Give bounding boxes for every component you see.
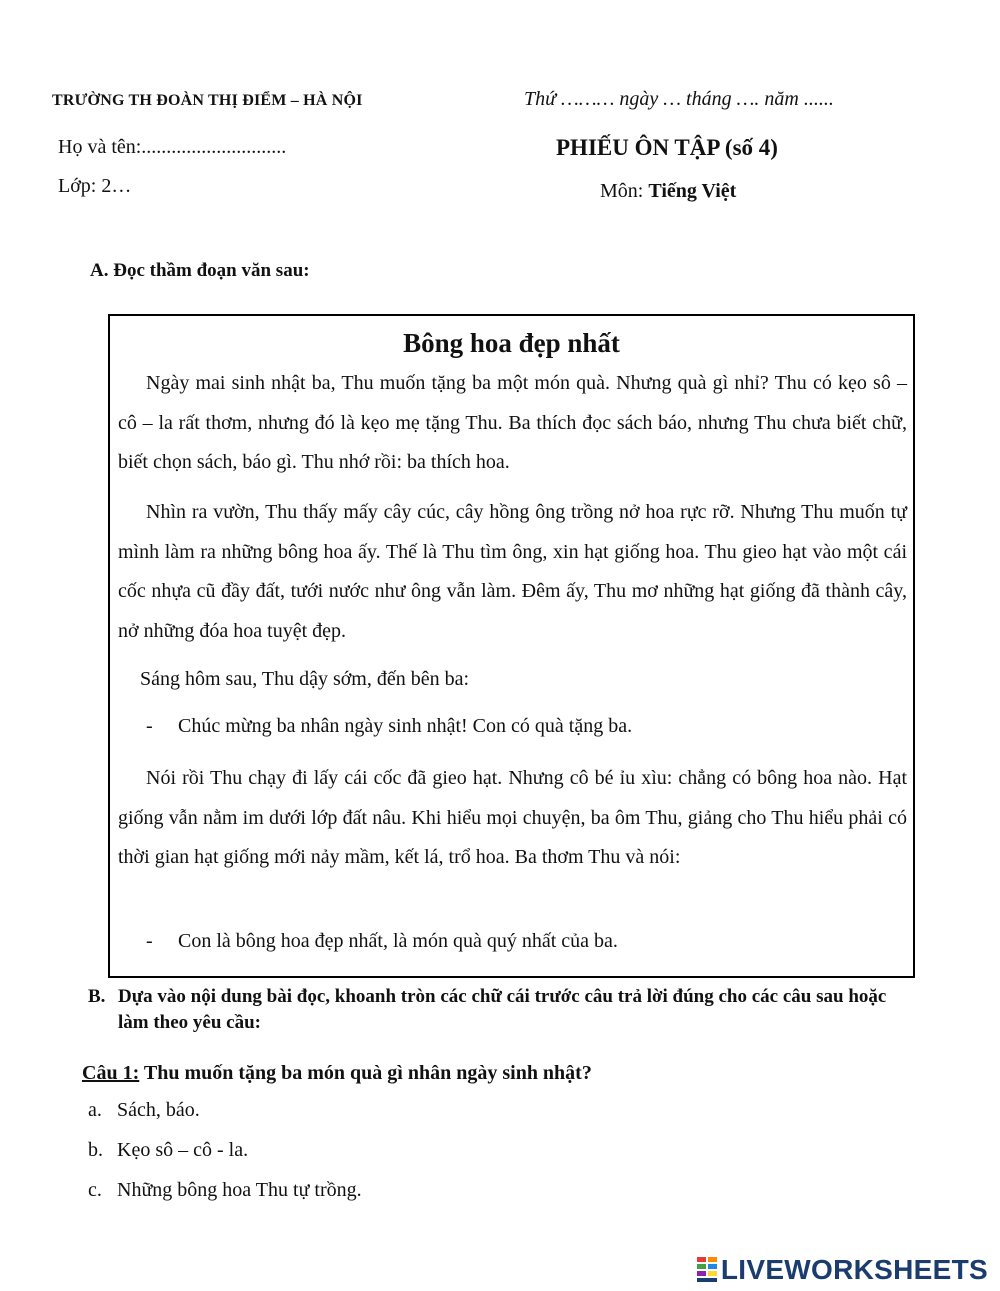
subject-value: Tiếng Việt: [648, 180, 737, 202]
section-b-label: B.: [88, 986, 106, 1007]
class-field: Lớp: 2…: [58, 175, 132, 197]
section-b-instruction: [88, 984, 918, 1036]
option-b[interactable]: [88, 1139, 248, 1162]
section-a-heading: A. Đọc thầm đoạn văn sau:: [90, 260, 310, 281]
dialogue-text-1: Chúc mừng ba nhân ngày sinh nhật! Con có quà tặng ba.: [178, 715, 633, 737]
option-text: Sách, báo.: [117, 1099, 200, 1121]
school-name: TRƯỜNG TH ĐOÀN THỊ ĐIỂM – HÀ NỘI: [52, 92, 363, 109]
passage-paragraph-4: Nói rồi Thu chạy đi lấy cái cốc đã gieo hạt. Nhưng cô bé ỉu xìu: chẳng có bông hoa nào. Hạt giống vẫn nằm im dưới lớp đất nâu. Khi hiểu mọi chuyện, ba ôm Thu, giảng cho Thu hiểu phải có thời gian hạt giống mới nảy mầm, kết lá, trổ hoa. Ba thơm Thu và nói:: [118, 767, 907, 868]
option-letter: c.: [88, 1179, 102, 1201]
liveworksheets-logo-icon: [696, 1255, 718, 1283]
logo-text: LIVEWORKSHEETS: [720, 1254, 988, 1285]
passage-paragraph-2: Nhìn ra vườn, Thu thấy mấy cây cúc, cây hồng ông trồng nở hoa rực rỡ. Nhưng Thu muốn tự mình làm ra những bông hoa ấy. Thế là Thu tìm ông, xin hạt giống hoa. Thu gieo hạt vào một cái cốc nhựa cũ đầy đất, tưới nước như ông vẫn làm. Đêm ấy, Thu mơ những hạt giống đã thành cây, nở những đóa hoa tuyệt đẹp.: [118, 501, 907, 642]
date-line: Thứ ……… ngày … tháng …. năm ......: [524, 88, 834, 110]
subject-line: [600, 180, 736, 203]
option-a[interactable]: [88, 1099, 200, 1122]
subject-label: Môn:: [600, 180, 649, 202]
student-name-field: Họ và tên:.............................: [58, 136, 287, 158]
reading-passage-box: [108, 314, 915, 978]
section-b-text: Dựa vào nội dung bài đọc, khoanh tròn các chữ cái trước câu trả lời đúng cho các câu sau hoặc làm theo yêu cầu:: [118, 986, 887, 1033]
option-text: Kẹo sô – cô - la.: [117, 1139, 249, 1161]
option-text: Những bông hoa Thu tự trồng.: [117, 1179, 362, 1201]
liveworksheets-logo: [696, 1254, 988, 1286]
sheet-title: PHIẾU ÔN TẬP (số 4): [556, 135, 778, 160]
passage-title: Bông hoa đẹp nhất: [403, 328, 620, 358]
dialogue-text-2: Con là bông hoa đẹp nhất, là món quà quý nhất của ba.: [178, 930, 618, 952]
dialogue-line-2: [146, 930, 618, 953]
question-1: [82, 1062, 592, 1085]
passage-paragraph-3: Sáng hôm sau, Thu dậy sớm, đến bên ba:: [140, 668, 470, 690]
question-1-text: Thu muốn tặng ba món quà gì nhân ngày sinh nhật?: [139, 1062, 592, 1084]
dialogue-dash: -: [146, 930, 153, 952]
option-letter: b.: [88, 1139, 103, 1161]
question-1-label: Câu 1:: [82, 1062, 140, 1084]
dialogue-dash: -: [146, 715, 153, 737]
option-letter: a.: [88, 1099, 102, 1121]
option-c[interactable]: [88, 1179, 362, 1202]
dialogue-line-1: [146, 715, 632, 738]
passage-paragraph-1: Ngày mai sinh nhật ba, Thu muốn tặng ba một món quà. Nhưng quà gì nhỉ? Thu có kẹo sô – cô – la rất thơm, nhưng đó là kẹo mẹ tặng Thu. Ba thích đọc sách báo, nhưng Thu chưa biết chữ, biết chọn sách, báo gì. Thu nhớ rồi: ba thích hoa.: [118, 372, 907, 473]
